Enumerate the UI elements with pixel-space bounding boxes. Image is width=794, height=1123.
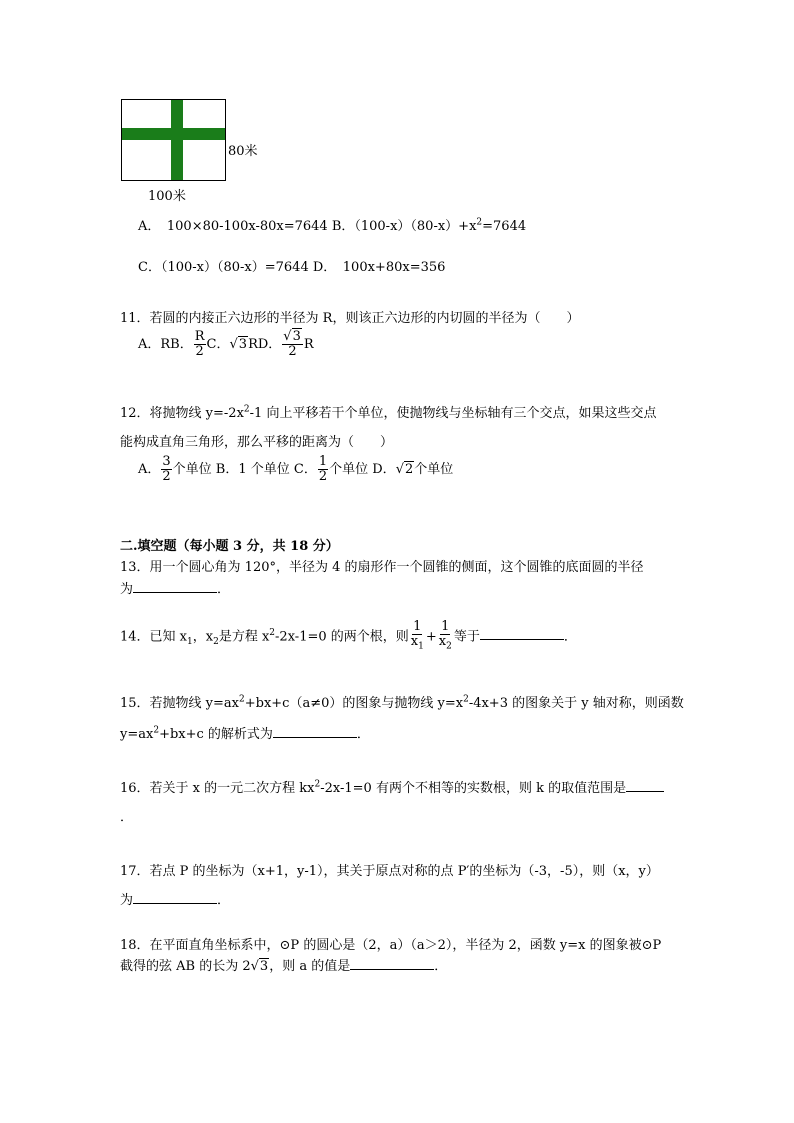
q13-line2: 为 ． (120, 582, 231, 597)
q15-line1: 15．若抛物线 $y=ax^2+bx+c(a\ne 0)$的图象与抛物线 $y=x^2-4x+3$ 的图象关于 y 轴对称，则函数 (120, 694, 684, 711)
field-figure (121, 99, 226, 181)
q10-options-ab: A． 100×80-100x-80x=7644 B．$(100-x)(80-x)+x^2=7644$ (138, 217, 527, 234)
q18-line2: 截得的弦 AB 的长为 2√3，则 a 的值是 ． (120, 959, 448, 974)
figure-width-label: 80米 (228, 144, 258, 159)
q18-line1: 18．在平面直角坐标系中，⊙P 的圆心是（2，a）（a＞2），半径为 2，函数 y=x 的图象被⊙P (120, 938, 662, 953)
q11-stem: 11．若圆的内接正六边形的半径为 R，则该正六边形的内切圆的半径为（ ） (120, 311, 580, 326)
q16-line1: 16．若关于 x 的一元二次方程 $kx^2-2x-1=0$ 有两个不相等的实数根，则 k 的取值范围是 (120, 777, 664, 796)
q18-answer-blank[interactable] (350, 957, 434, 970)
q10-options-cd: C．（100-x）（80-x）=7644 D． 100x+80x=356 (138, 260, 446, 275)
q14-answer-blank[interactable] (480, 627, 564, 640)
q12-options: A． $\frac{3}{2}$ 个单位 B．1 个单位 C． $\frac{1}{2}$ 个单位 D．√2个单位 (138, 454, 454, 484)
vertical-road (171, 100, 183, 180)
q13-line1: 13．用一个圆心角为 120°，半径为 4 的扇形作一个圆锥的侧面，这个圆锥的底面圆的半径 (120, 560, 644, 575)
q16-line2: ． (120, 810, 134, 825)
q11-options: A．RB． $\frac{R}{2}$ C．√3RD． $\frac{√3}{2}$ R (138, 329, 314, 359)
q16-answer-blank[interactable] (626, 779, 664, 792)
q17-answer-blank[interactable] (133, 891, 217, 904)
q12-stem-line2: 能构成直角三角形，那么平移的距离为（ ） (120, 435, 394, 450)
section-title-fill-blank: 二.填空题（每小题 3 分，共 18 分） (120, 539, 339, 554)
q12-stem-line1: 12．将抛物线 $y=-2x^2-1$ 向上平移若干个单位，使抛物线与坐标轴有三个交点，如果这些交点 (120, 404, 657, 421)
q15-answer-blank[interactable] (273, 725, 357, 738)
q17-line1: 17．若点 P 的坐标为（x+1，y-1），其关于原点对称的点 P′的坐标为（-3，-5），则（x，y） (120, 864, 659, 879)
q15-line2: $y=ax^2+bx+c$ 的解析式为 ． (120, 725, 370, 742)
q17-line2: 为 ． (120, 893, 231, 908)
figure-length-label: 100米 (148, 189, 186, 204)
q13-answer-blank[interactable] (133, 580, 217, 593)
q14-line: 14．已知 $x_1$，$x_2$是方程 $x^2-2x-1=0$ 的两个根，则 $\frac{1}{x_1}$ + $\frac{1}{x_2}$ 等于 ． (120, 619, 577, 652)
